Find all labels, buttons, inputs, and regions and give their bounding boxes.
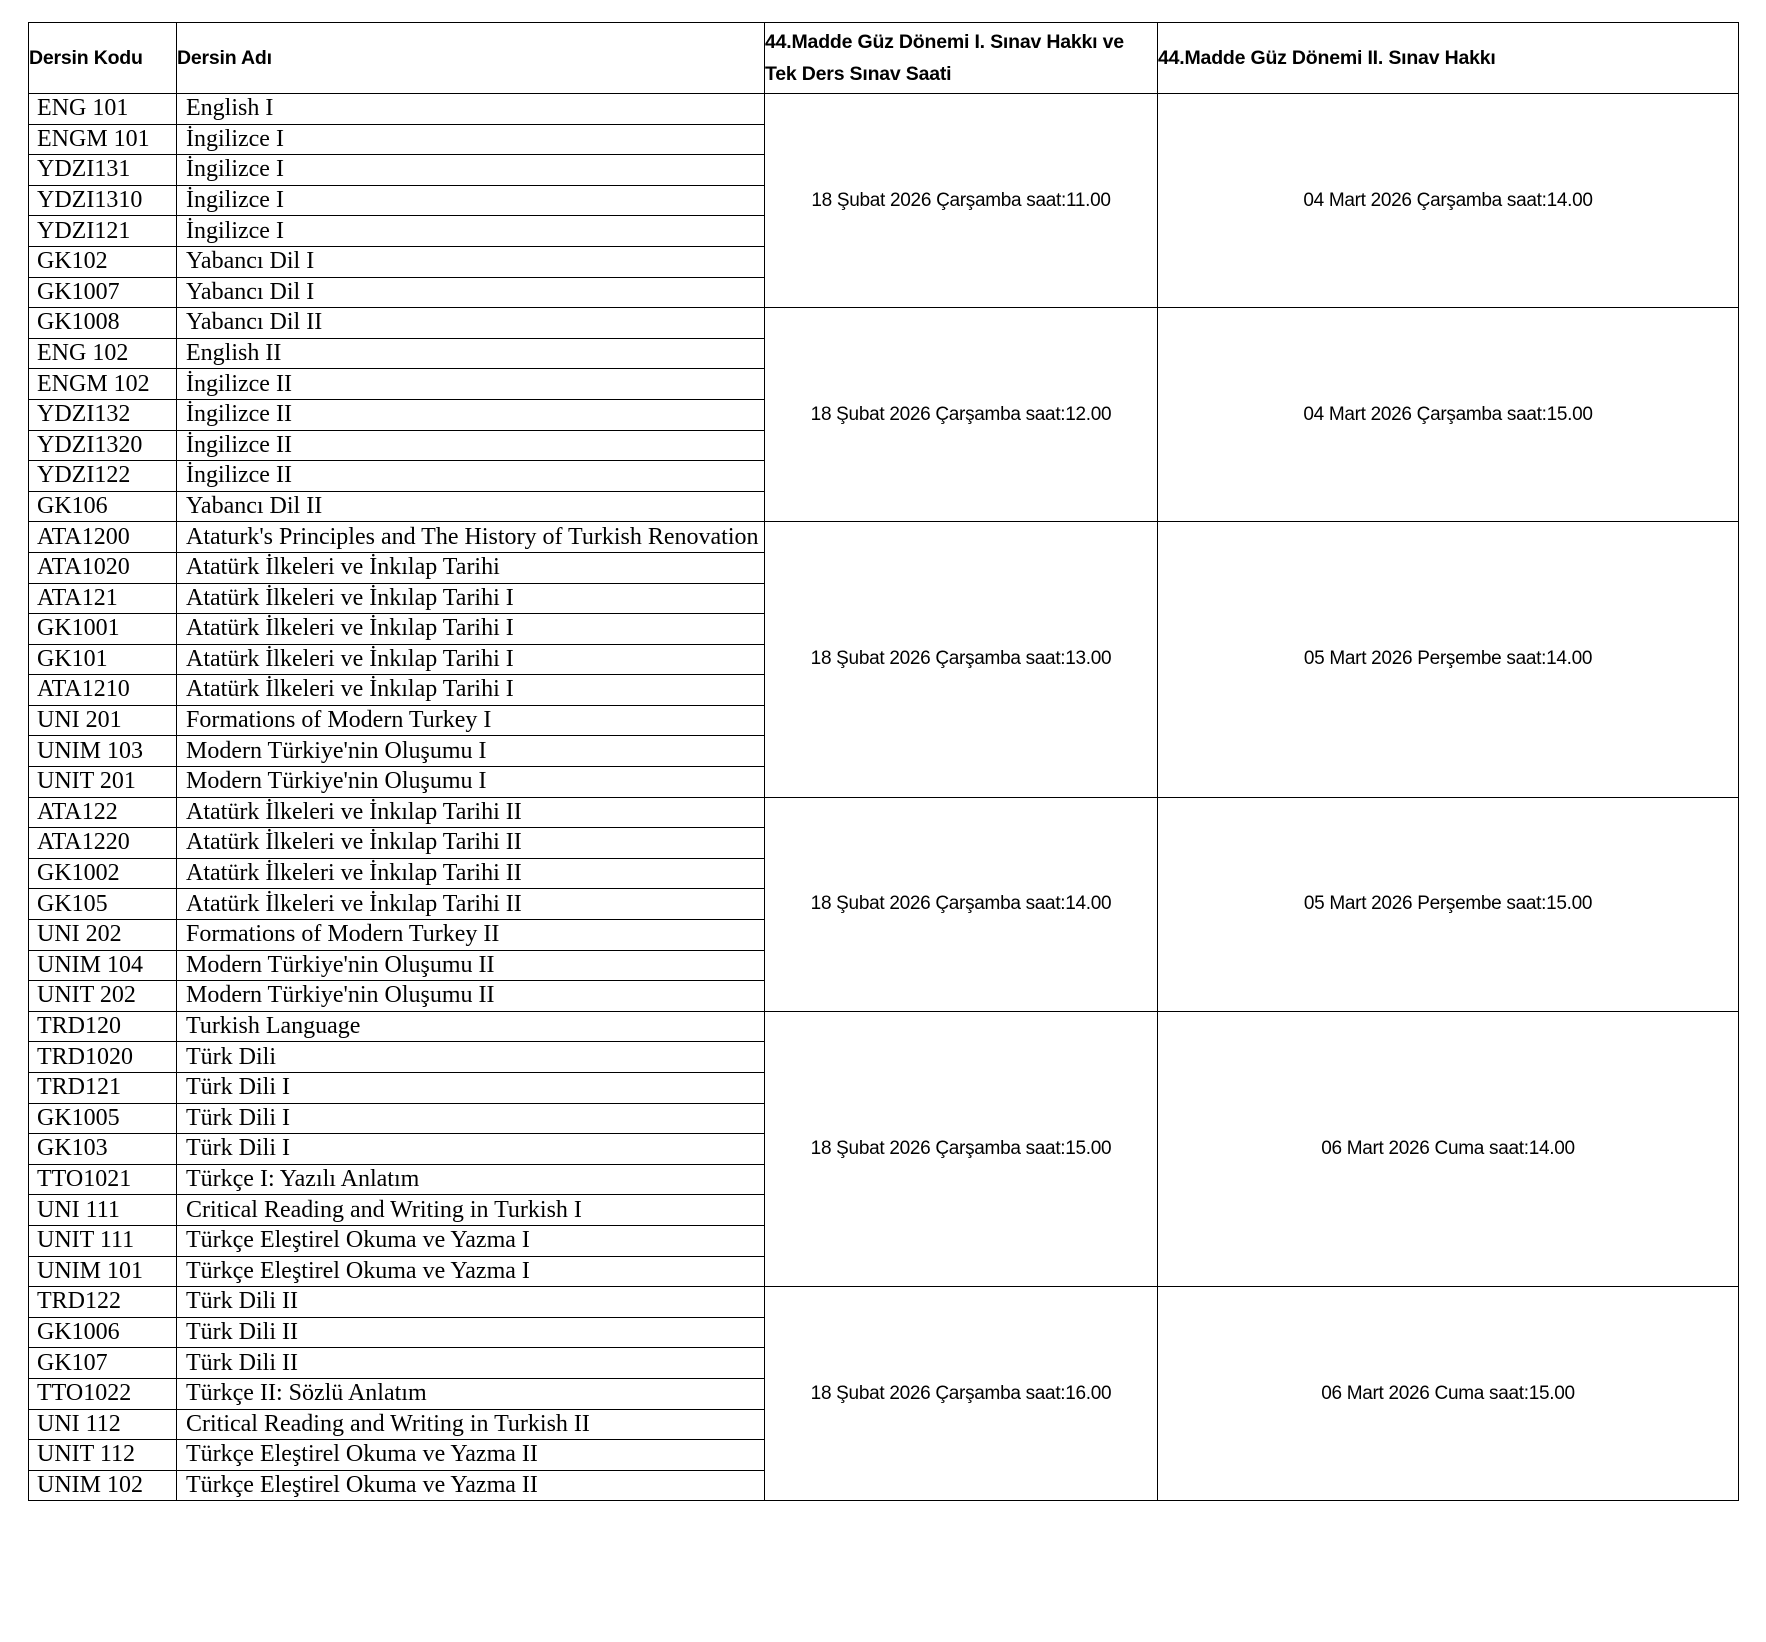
cell-course-code: UNIM 103 <box>29 736 177 767</box>
cell-course-code: TTO1021 <box>29 1164 177 1195</box>
cell-course-code: YDZI122 <box>29 461 177 492</box>
table-header <box>29 23 1739 94</box>
cell-course-name: Formations of Modern Turkey I <box>177 705 765 736</box>
cell-course-name: İngilizce II <box>177 369 765 400</box>
cell-course-code: GK103 <box>29 1134 177 1165</box>
cell-course-name: İngilizce II <box>177 399 765 430</box>
cell-course-name: Yabancı Dil II <box>177 491 765 522</box>
cell-exam-right-1-datetime: 18 Şubat 2026 Çarşamba saat:12.00 <box>765 308 1158 522</box>
cell-course-code: ATA1020 <box>29 552 177 583</box>
cell-course-code: GK1007 <box>29 277 177 308</box>
cell-course-code: YDZI132 <box>29 399 177 430</box>
cell-course-code: UNIM 102 <box>29 1470 177 1501</box>
cell-course-code: GK105 <box>29 889 177 920</box>
cell-course-name: Atatürk İlkeleri ve İnkılap Tarihi I <box>177 675 765 706</box>
exam-right-1-line-2: Tek Ders Sınav Saati <box>765 62 952 85</box>
cell-course-name: Modern Türkiye'nin Oluşumu I <box>177 767 765 798</box>
cell-course-code: ATA1210 <box>29 675 177 706</box>
cell-course-code: YDZI131 <box>29 155 177 186</box>
exam-right-1-line-1: 44.Madde Güz Dönemi I. Sınav Hakkı ve <box>765 31 1124 54</box>
cell-course-code: ENGM 101 <box>29 124 177 155</box>
cell-course-name: Atatürk İlkeleri ve İnkılap Tarihi II <box>177 889 765 920</box>
cell-exam-right-2-datetime: 04 Mart 2026 Çarşamba saat:15.00 <box>1158 308 1739 522</box>
cell-course-code: GK106 <box>29 491 177 522</box>
cell-course-name: Atatürk İlkeleri ve İnkılap Tarihi I <box>177 644 765 675</box>
cell-course-name: Türk Dili II <box>177 1348 765 1379</box>
cell-course-name: Atatürk İlkeleri ve İnkılap Tarihi I <box>177 614 765 645</box>
cell-course-name: Türkçe Eleştirel Okuma ve Yazma I <box>177 1225 765 1256</box>
cell-course-name: Türk Dili I <box>177 1134 765 1165</box>
cell-course-name: Turkish Language <box>177 1011 765 1042</box>
cell-course-name: Modern Türkiye'nin Oluşumu II <box>177 950 765 981</box>
cell-exam-right-1-datetime: 18 Şubat 2026 Çarşamba saat:13.00 <box>765 522 1158 797</box>
cell-course-code: ENG 101 <box>29 94 177 125</box>
cell-course-name: Atatürk İlkeleri ve İnkılap Tarihi II <box>177 828 765 859</box>
cell-course-code: TRD121 <box>29 1073 177 1104</box>
cell-exam-right-1-datetime: 18 Şubat 2026 Çarşamba saat:14.00 <box>765 797 1158 1011</box>
cell-course-code: TTO1022 <box>29 1378 177 1409</box>
cell-course-code: GK1006 <box>29 1317 177 1348</box>
cell-course-name: İngilizce I <box>177 155 765 186</box>
cell-course-name: Türkçe Eleştirel Okuma ve Yazma I <box>177 1256 765 1287</box>
cell-course-name: Türk Dili <box>177 1042 765 1073</box>
cell-exam-right-1-datetime: 18 Şubat 2026 Çarşamba saat:11.00 <box>765 94 1158 308</box>
cell-course-code: TRD1020 <box>29 1042 177 1073</box>
cell-exam-right-2-datetime: 05 Mart 2026 Perşembe saat:15.00 <box>1158 797 1739 1011</box>
table-row <box>29 94 1739 125</box>
cell-course-code: UNIT 112 <box>29 1440 177 1471</box>
column-header-exam-right-1 <box>765 23 1158 94</box>
cell-course-name: Yabancı Dil II <box>177 308 765 339</box>
table-row <box>29 1287 1739 1318</box>
cell-course-name: Türk Dili II <box>177 1317 765 1348</box>
cell-exam-right-2-datetime: 06 Mart 2026 Cuma saat:15.00 <box>1158 1287 1739 1501</box>
cell-course-code: GK1002 <box>29 858 177 889</box>
cell-course-code: UNI 111 <box>29 1195 177 1226</box>
cell-course-name: English II <box>177 338 765 369</box>
column-header-exam-right-2: 44.Madde Güz Dönemi II. Sınav Hakkı <box>1158 23 1739 94</box>
cell-course-code: TRD120 <box>29 1011 177 1042</box>
column-header-course-code: Dersin Kodu <box>29 23 177 94</box>
cell-course-name: İngilizce II <box>177 461 765 492</box>
column-header-course-name: Dersin Adı <box>177 23 765 94</box>
cell-course-code: YDZI121 <box>29 216 177 247</box>
cell-exam-right-2-datetime: 05 Mart 2026 Perşembe saat:14.00 <box>1158 522 1739 797</box>
cell-course-code: ENGM 102 <box>29 369 177 400</box>
cell-course-name: Türkçe I: Yazılı Anlatım <box>177 1164 765 1195</box>
header-row <box>29 23 1739 94</box>
cell-course-code: GK101 <box>29 644 177 675</box>
cell-course-name: Atatürk İlkeleri ve İnkılap Tarihi II <box>177 797 765 828</box>
cell-course-code: UNIT 201 <box>29 767 177 798</box>
cell-course-code: GK1001 <box>29 614 177 645</box>
cell-course-code: GK102 <box>29 246 177 277</box>
cell-course-code: GK1008 <box>29 308 177 339</box>
cell-course-code: TRD122 <box>29 1287 177 1318</box>
cell-course-name: Atatürk İlkeleri ve İnkılap Tarihi <box>177 552 765 583</box>
cell-course-code: UNI 201 <box>29 705 177 736</box>
cell-course-name: Ataturk's Principles and The History of Turkish Renovation <box>177 522 765 553</box>
cell-course-code: YDZI1320 <box>29 430 177 461</box>
cell-course-name: Formations of Modern Turkey II <box>177 920 765 951</box>
cell-course-name: Türkçe Eleştirel Okuma ve Yazma II <box>177 1470 765 1501</box>
cell-course-name: Critical Reading and Writing in Turkish II <box>177 1409 765 1440</box>
cell-course-code: UNI 202 <box>29 920 177 951</box>
cell-course-code: GK1005 <box>29 1103 177 1134</box>
cell-exam-right-1-datetime: 18 Şubat 2026 Çarşamba saat:16.00 <box>765 1287 1158 1501</box>
cell-course-name: Critical Reading and Writing in Turkish I <box>177 1195 765 1226</box>
cell-course-name: Türkçe II: Sözlü Anlatım <box>177 1378 765 1409</box>
table-row <box>29 797 1739 828</box>
cell-course-name: İngilizce I <box>177 216 765 247</box>
table-row <box>29 1011 1739 1042</box>
cell-course-name: Modern Türkiye'nin Oluşumu II <box>177 981 765 1012</box>
cell-course-name: İngilizce I <box>177 124 765 155</box>
cell-course-name: Türkçe Eleştirel Okuma ve Yazma II <box>177 1440 765 1471</box>
cell-course-name: Modern Türkiye'nin Oluşumu I <box>177 736 765 767</box>
cell-course-name: İngilizce II <box>177 430 765 461</box>
cell-course-code: ATA121 <box>29 583 177 614</box>
cell-course-name: Türk Dili I <box>177 1073 765 1104</box>
cell-course-code: ATA1200 <box>29 522 177 553</box>
table-body <box>29 94 1739 1501</box>
cell-course-code: YDZI1310 <box>29 185 177 216</box>
cell-exam-right-2-datetime: 06 Mart 2026 Cuma saat:14.00 <box>1158 1011 1739 1286</box>
cell-course-name: Atatürk İlkeleri ve İnkılap Tarihi I <box>177 583 765 614</box>
cell-course-name: Türk Dili I <box>177 1103 765 1134</box>
cell-course-code: UNIT 202 <box>29 981 177 1012</box>
cell-course-code: ATA1220 <box>29 828 177 859</box>
cell-course-code: UNIT 111 <box>29 1225 177 1256</box>
cell-course-name: Yabancı Dil I <box>177 277 765 308</box>
exam-schedule-table <box>28 22 1739 1501</box>
cell-course-name: Atatürk İlkeleri ve İnkılap Tarihi II <box>177 858 765 889</box>
cell-course-name: Yabancı Dil I <box>177 246 765 277</box>
cell-course-code: ATA122 <box>29 797 177 828</box>
cell-exam-right-2-datetime: 04 Mart 2026 Çarşamba saat:14.00 <box>1158 94 1739 308</box>
cell-course-code: UNI 112 <box>29 1409 177 1440</box>
cell-course-code: GK107 <box>29 1348 177 1379</box>
cell-exam-right-1-datetime: 18 Şubat 2026 Çarşamba saat:15.00 <box>765 1011 1158 1286</box>
cell-course-code: UNIM 104 <box>29 950 177 981</box>
cell-course-code: ENG 102 <box>29 338 177 369</box>
cell-course-code: UNIM 101 <box>29 1256 177 1287</box>
cell-course-name: İngilizce I <box>177 185 765 216</box>
table-row <box>29 522 1739 553</box>
table-row <box>29 308 1739 339</box>
cell-course-name: English I <box>177 94 765 125</box>
cell-course-name: Türk Dili II <box>177 1287 765 1318</box>
